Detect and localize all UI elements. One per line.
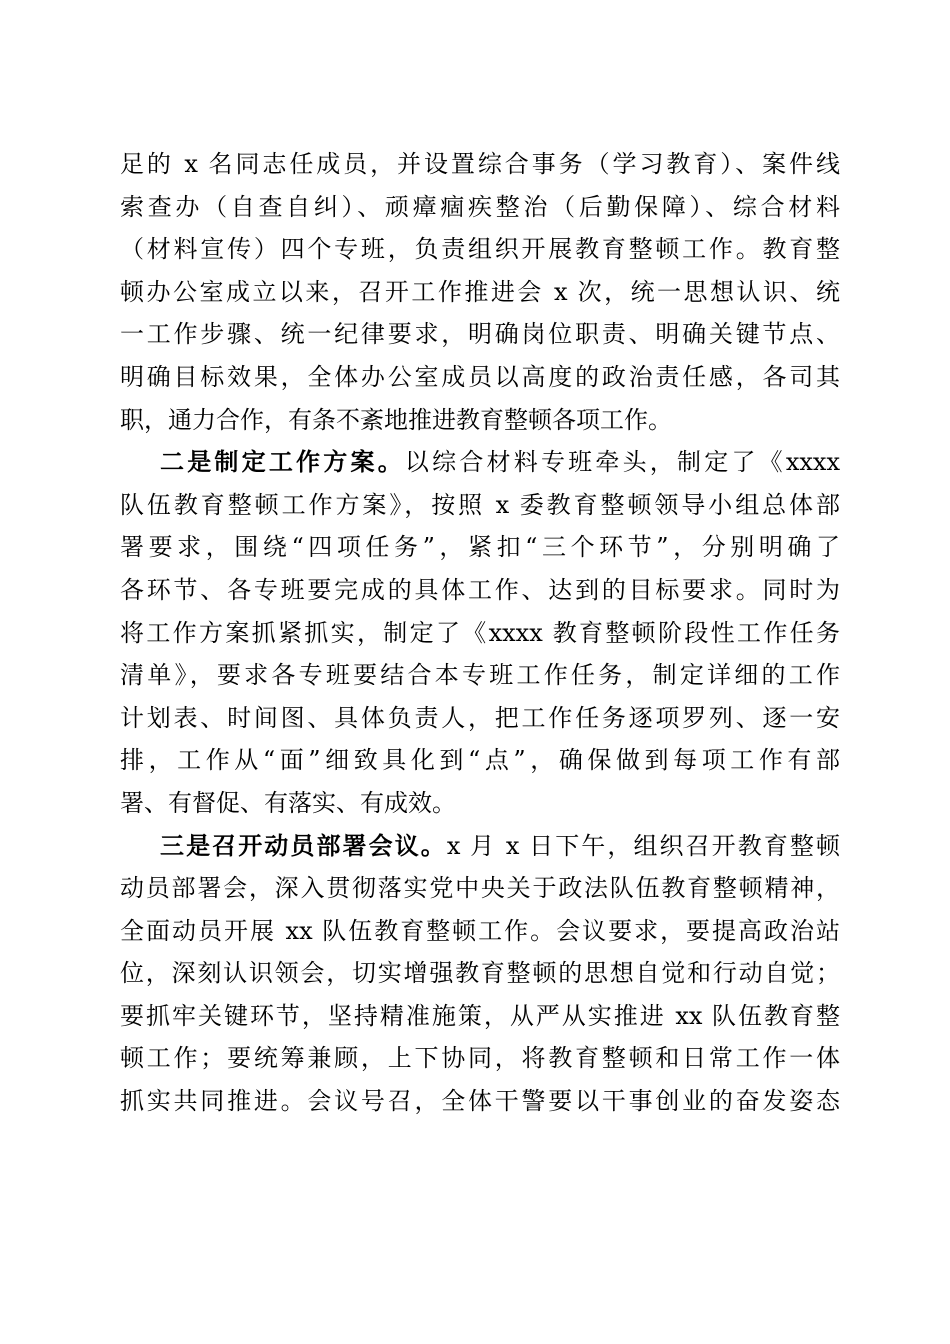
text-line: 索查办（自查自纠）、顽瘴痼疾整治（后勤保障）、综合材料 <box>120 192 840 221</box>
text-line: 顿办公室成立以来，召开工作推进会 x 次，统一思想认识、统 <box>120 277 840 306</box>
paragraph-2 <box>120 441 840 824</box>
text-line: 计划表、时间图、具体负责人，把工作任务逐项罗列、逐一安 <box>120 703 840 732</box>
text-line: 明确目标效果，全体办公室成员以高度的政治责任感，各司其 <box>120 362 840 391</box>
text-line: 位，深刻认识领会，切实增强教育整顿的思想自觉和行动自觉； <box>120 959 840 988</box>
paragraph-3 <box>120 825 840 1123</box>
text-line: 职，通力合作，有条不紊地推进教育整顿各项工作。 <box>120 405 672 434</box>
text-line: 足的 x 名同志任成员，并设置综合事务（学习教育）、案件线 <box>120 150 840 178</box>
paragraph-first-line-text: x 月 x 日下午，组织召开教育整顿 <box>446 831 840 860</box>
document-body <box>120 143 840 1123</box>
text-line: 动员部署会，深入贯彻落实党中央关于政法队伍教育整顿精神， <box>120 874 840 903</box>
paragraph-first-line-text: 以综合材料专班牵头，制定了《xxxx <box>404 448 841 477</box>
text-line: 抓实共同推进。会议号召，全体干警要以干事创业的奋发姿态 <box>120 1087 840 1116</box>
text-line: 排，工作从“面”细致具化到“点”，确保做到每项工作有部 <box>120 746 840 775</box>
paragraph-lead: 三是召开动员部署会议。 <box>160 830 447 860</box>
paragraph-1 <box>120 143 840 441</box>
text-line: （材料宣传）四个专班，负责组织开展教育整顿工作。教育整 <box>120 235 840 264</box>
text-line: 要抓牢关键环节，坚持精准施策，从严从实推进 xx 队伍教育整 <box>120 1001 840 1030</box>
text-line: 清单》，要求各专班要结合本专班工作任务，制定详细的工作 <box>120 661 840 690</box>
text-line: 署要求，围绕“四项任务”，紧扣“三个环节”，分别明确了 <box>120 533 840 562</box>
text-line: 全面动员开展 xx 队伍教育整顿工作。会议要求，要提高政治站 <box>120 916 840 945</box>
text-line: 署、有督促、有落实、有成效。 <box>120 788 456 817</box>
paragraph-first-line <box>120 825 840 868</box>
text-line: 将工作方案抓紧抓实，制定了《xxxx 教育整顿阶段性工作任务 <box>120 618 840 647</box>
text-line: 顿工作；要统筹兼顾，上下协同，将教育整顿和日常工作一体 <box>120 1044 840 1073</box>
text-line: 队伍教育整顿工作方案》，按照 x 委教育整顿领导小组总体部 <box>120 490 840 519</box>
text-line: 各环节、各专班要完成的具体工作、达到的目标要求。同时为 <box>120 575 840 604</box>
text-line: 一工作步骤、统一纪律要求，明确岗位职责、明确关键节点、 <box>120 320 840 349</box>
paragraph-first-line <box>120 441 840 484</box>
paragraph-lead: 二是制定工作方案。 <box>160 447 405 477</box>
